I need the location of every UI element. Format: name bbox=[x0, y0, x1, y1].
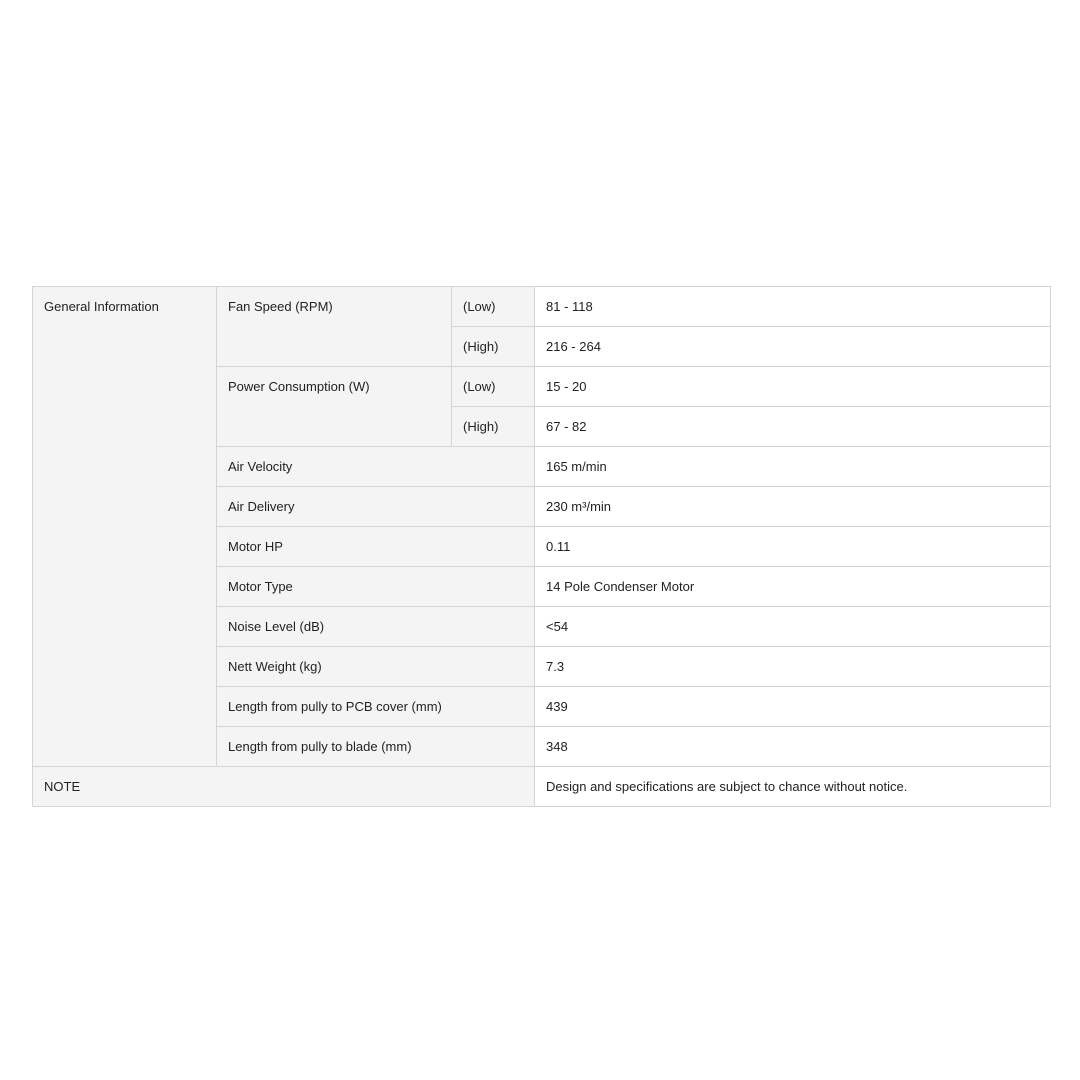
power-high-label: (High) bbox=[452, 407, 535, 447]
fan-speed-high-value: 216 - 264 bbox=[535, 327, 1051, 367]
spec-table bbox=[32, 286, 1051, 807]
fan-speed-low-value: 81 - 118 bbox=[535, 287, 1051, 327]
spec-label: Length from pully to PCB cover (mm) bbox=[217, 687, 535, 727]
table-row bbox=[33, 767, 1051, 807]
spec-value: 348 bbox=[535, 727, 1051, 767]
spec-value: 14 Pole Condenser Motor bbox=[535, 567, 1051, 607]
spec-value: 230 m³/min bbox=[535, 487, 1051, 527]
fan-speed-label: Fan Speed (RPM) bbox=[217, 287, 452, 367]
spec-label: Motor Type bbox=[217, 567, 535, 607]
spec-label: Air Delivery bbox=[217, 487, 535, 527]
fan-speed-low-label: (Low) bbox=[452, 287, 535, 327]
spec-value: 165 m/min bbox=[535, 447, 1051, 487]
spec-value: <54 bbox=[535, 607, 1051, 647]
table-row bbox=[33, 287, 1051, 327]
power-high-value: 67 - 82 bbox=[535, 407, 1051, 447]
spec-label: Air Velocity bbox=[217, 447, 535, 487]
spec-value: 7.3 bbox=[535, 647, 1051, 687]
section-label: General Information bbox=[33, 287, 217, 767]
spec-value: 0.11 bbox=[535, 527, 1051, 567]
power-low-label: (Low) bbox=[452, 367, 535, 407]
spec-value: 439 bbox=[535, 687, 1051, 727]
spec-label: Nett Weight (kg) bbox=[217, 647, 535, 687]
power-low-value: 15 - 20 bbox=[535, 367, 1051, 407]
power-consumption-label: Power Consumption (W) bbox=[217, 367, 452, 447]
note-label: NOTE bbox=[33, 767, 535, 807]
fan-speed-high-label: (High) bbox=[452, 327, 535, 367]
spec-label: Noise Level (dB) bbox=[217, 607, 535, 647]
note-value: Design and specifications are subject to chance without notice. bbox=[535, 767, 1051, 807]
spec-label: Length from pully to blade (mm) bbox=[217, 727, 535, 767]
spec-label: Motor HP bbox=[217, 527, 535, 567]
